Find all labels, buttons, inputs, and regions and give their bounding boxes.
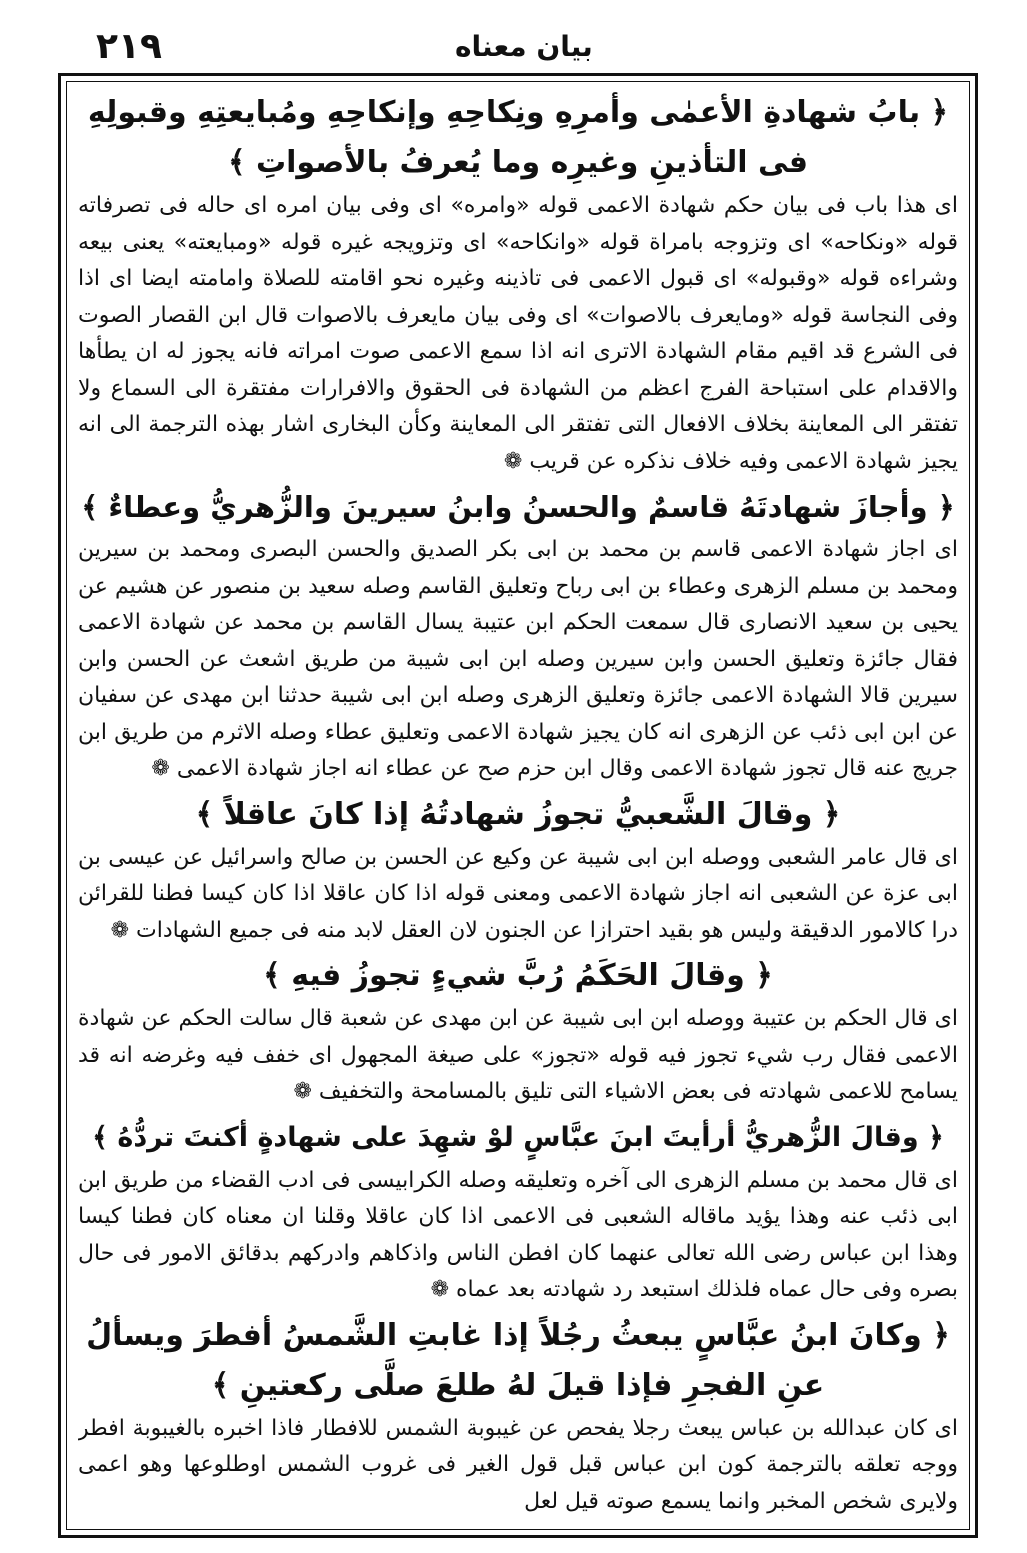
section-heading: عنِ الفجرِ فإذا قيلَ لهُ طلعَ صلَّى ركعتينِ ﴾ [211,1367,825,1403]
commentary-paragraph: اى هذا باب فى بيان حكم شهادة الاعمى قوله «وامره» اى وفى بيان امره اى حاله فى تصرفاته قوله «ونكاحه» اى وتزوجه بامراة قوله «وانكاحه» اى وتزويجه غيره قوله «ومبايعته» يعنى بيعه وشراءه قوله «وقبوله» اى قبول الاعمى فى تاذينه وغيره نحو اقامته للصلاة وامامته ايضا اى اذا وفى النجاسة قوله «ومايعرف بالاصوات» اى وفى بيان مايعرف بالاصوات قال ابن القصار الصوت فى الشرع قد اقيم مقام الشهادة الاترى انه اذا سمع الاعمى صوت امراته فانه يجوز له ان يطأها والاقدام على استباحة الفرج اعظم من الشهادة فى الحقوق والافرارات مفتقرة الى السماع ولا تفتقر الى المعاينة بخلاف الافعال التى تفتقر الى المعاينة وكأن البخارى اشار بهذه الترجمة الى انه يجيز شهادة الاعمى وفيه خلاف نذكره عن قريب ❁ [78,193,958,474]
section-ibn-abbas [78,1311,958,1521]
chapter-heading-line: ﴿ بابُ شهادةِ الأعمٰى وأمرِهِ ونِكاحِهِ وإنكاحِهِ ومُبايعتِهِ وقبولِهِ [87,95,949,130]
section-hakam [78,951,958,1111]
section-shabi [78,790,958,950]
commentary-paragraph: اى قال محمد بن مسلم الزهرى الى آخره وتعليقه وصله الكرابيسى فى ادب القضاء من طريق ابن ابى ذئب عنه وهذا يؤيد ماقاله الشعبى فى الاعمى اذا كان عاقلا وقلنا ان معناه كان فطنا كيسا وهذا ابن عباس رضى الله تعالى عنهما كان افطن الناس واذكاهم وادركهم بدقائق الامور فى حال بصره وفى حال عماه فلذلك استبعد رد شهادته بعد عماه ❁ [78,1167,958,1302]
section-zuhri [78,1113,958,1309]
commentary-paragraph: اى قال الحكم بن عتيبة ووصله ابن ابى شيبة عن ابن مهدى عن شعبة قال سالت الحكم عن شهادة الاعمى فقال رب شيء تجوز فيه قوله «تجوز» على صيغة المجهول اى خفف فيه وغرضه انه قد يسامح للاعمى شهادته فى بعض الاشياء التى تليق بالمسامحة والتخفيف ❁ [78,1006,958,1104]
section-heading: ﴿ وقالَ الشَّعبيُّ تجوزُ شهادتُهُ إذا كانَ عاقلاً ﴾ [195,796,841,832]
commentary-paragraph: اى كان عبدالله بن عباس يبعث رجلا يفحص عن غيبوبة الشمس للافطار فاذا اخبره بالغيبوبة افطر ووجه تعلقه بالترجمة كون ابن عباس قبل قول الغير فى غروب الشمس اوطلوعها وهو اعمى ولايرى شخص المخبر وانما يسمع صوته قيل لعل [78,1415,958,1514]
chapter-heading-line: فى التأذينِ وغيرِه وما يُعرفُ بالأصواتِ ﴾ [227,145,808,180]
section-heading: ﴿ وقالَ الحَكَمُ رُبَّ شيءٍ تجوزُ فيهِ ﴾ [263,958,773,993]
page-header [0,12,1027,72]
commentary-paragraph: اى اجاز شهادة الاعمى قاسم بن محمد بن ابى بكر الصديق والحسن البصرى ومحمد بن سيرين ومحمد بن مسلم الزهرى وعطاء بن ابى رباح وتعليق القاسم وصله سعيد بن منصور عن هشيم عن يحيى بن سعيد الانصارى قال سمعت الحكم ابن عتيبة يسال القاسم بن محمد عن شهادة الاعمى فقال جائزة وتعليق الحسن وابن سيرين وصله ابن ابى شيبة من طريق اشعث عن الحسن وابن سيرين قالا الشهادة الاعمى جائزة وتعليق الزهرى وصله ابن ابى شيبة حدثنا ابن مهدى عن سفيان عن ابن ابى ذئب عن الزهرى انه كان يجيز شهادة الاعمى وتعليق عطاء وصله الاثرم من طريق ابن جريج عنه قال تجوز شهادة الاعمى وقال ابن حزم صح عن عطاء انه اجاز شهادة الاعمى ❁ [78,537,958,781]
running-title: بیان معناه [455,30,593,63]
commentary-paragraph: اى قال عامر الشعبى ووصله ابن ابى شيبة عن وكيع عن الحسن بن صالح واسرائيل عن عيسى بن ابى عزة عن الشعبى انه اجاز شهادة الاعمى ومعنى قوله اذا كان عاقلا اذا كان كيسا فطنا للقرائن درا كالامور الدقيقة وليس هو بقيد احترازا عن الجنون لان العقل لابد منه فى جميع الشهادات ❁ [78,844,958,943]
page-content [78,86,958,1526]
section-heading: ﴿ وقالَ الزُّهريُّ أرأيتَ ابنَ عبَّاسٍ لوْ شهِدَ على شهادةٍ أكنتَ تردُّهُ ﴾ [92,1121,944,1153]
page-number: ۲۱۹ [96,26,162,67]
section-heading: ﴿ وكانَ ابنُ عبَّاسٍ يبعثُ رجُلاً إذا غابتِ الشَّمسُ أفطرَ ويسألُ [86,1317,950,1353]
section-those-who-permitted [78,482,958,788]
section-heading: ﴿ وأجازَ شهادتَهُ قاسمٌ والحسنُ وابنُ سيرينَ والزُّهريُّ وعطاءٌ ﴾ [81,490,955,524]
section-blind-testimony [78,88,958,480]
